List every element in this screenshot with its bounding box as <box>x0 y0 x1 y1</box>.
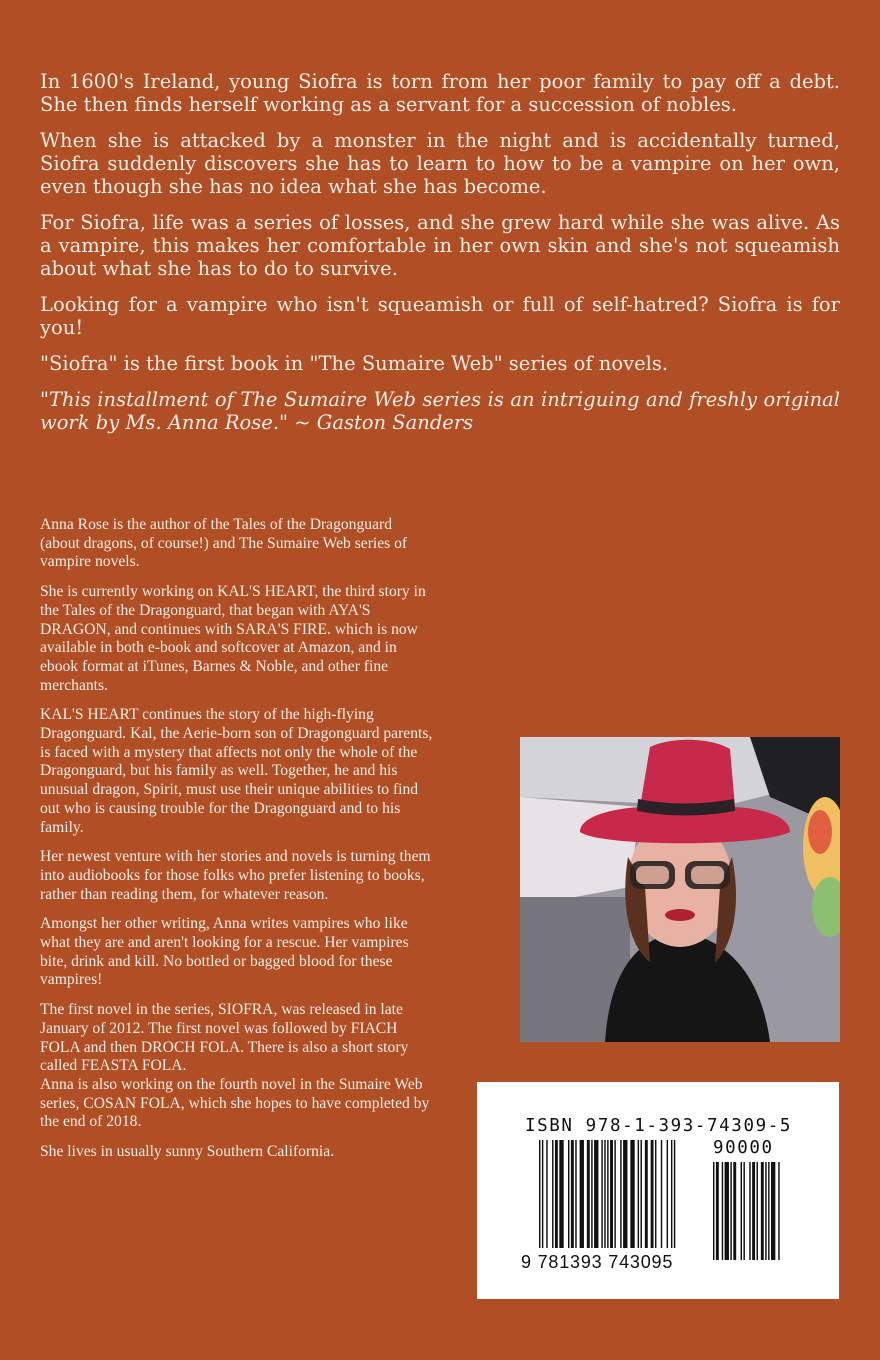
price-code: 90000 <box>713 1138 774 1158</box>
barcode-bar <box>671 1140 672 1248</box>
barcode-bar <box>559 1140 563 1248</box>
bio-paragraph: She lives in usually sunny Southern California. <box>40 1143 335 1161</box>
barcode-bar <box>651 1140 654 1248</box>
ean-barcode <box>539 1140 699 1260</box>
barcode-bar <box>733 1162 736 1260</box>
barcode-bar <box>757 1162 758 1260</box>
barcode-bar <box>568 1140 569 1248</box>
barcode-bar <box>752 1162 755 1260</box>
barcode-bar <box>601 1140 602 1248</box>
barcode-bar <box>655 1140 656 1248</box>
barcode-bar <box>725 1162 729 1260</box>
barcode-bar <box>771 1162 775 1260</box>
bio-paragraph: She is currently working on KAL'S HEART, the third story in the Tales of the Dragonguard, that began with AYA'S DRAGON, and continues with SARA'S FIRE. which is now available in both e-book and softcover at Amazon, and in ebook format at iTunes, Barnes & Noble, and other fine merchants. <box>40 583 426 694</box>
barcode-bar <box>614 1140 615 1248</box>
barcode-bar <box>741 1162 742 1260</box>
blurb-paragraph: In 1600's Ireland, young Siofra is torn from her poor family to pay off a debt. She then finds herself working as a servant for a succession of nobles. <box>40 70 840 116</box>
barcode-bar <box>768 1162 769 1260</box>
quote-text: This installment of The Sumaire Web series is an intriguing and freshly original work by Ms. Anna Rose. <box>40 388 840 434</box>
barcode-bar <box>604 1140 605 1248</box>
bio-paragraph: KAL'S HEART continues the story of the high-flying Dragonguard. Kal, the Aerie-born son of Dragonguard parents, is faced with a mystery that affects not only the whole of the Dragonguard, but his family as well. Together, he and his unusual dragon, Spirit, must use their unique abilities to find out who is causing trouble for the Dragonguard and to his family. <box>40 706 433 836</box>
barcode-bar <box>749 1162 750 1260</box>
addon-barcode <box>713 1162 793 1260</box>
barcode-bar <box>580 1140 584 1248</box>
isbn-label: ISBN 978-1-393-74309-5 <box>525 1116 792 1136</box>
barcode-bar <box>730 1162 731 1260</box>
barcode-bar <box>594 1140 598 1248</box>
barcode-bar <box>674 1140 675 1248</box>
barcode-bar <box>638 1140 639 1248</box>
barcode-bar <box>765 1162 766 1260</box>
barcode-bar <box>575 1140 576 1248</box>
blurb-paragraph: "Siofra" is the first book in "The Sumaire Web" series of novels. <box>40 352 669 375</box>
blurb-paragraph: For Siofra, life was a series of losses, and she grew hard while she was alive. As a vampire, this makes her comfortable in her own skin and she's not squeamish about what she has to do to survive. <box>40 211 840 280</box>
barcode-bar <box>571 1140 574 1248</box>
bio-paragraph-part: The first novel in the series, SIOFRA, was released in late January of 2012. The first novel was followed by FIACH FOLA and then DROCH FOLA. There is also a short story called FEASTA FOLA. <box>40 1001 409 1075</box>
barcode-bar <box>610 1140 613 1248</box>
isbn-barcode-panel <box>477 1082 839 1299</box>
barcode-bar <box>591 1140 592 1248</box>
ean-digits: 9 781393 743095 <box>521 1252 674 1272</box>
author-bio <box>40 516 435 1173</box>
barcode-bar <box>641 1140 642 1248</box>
barcode-bar <box>552 1140 553 1248</box>
barcode-bar <box>661 1140 662 1248</box>
barcode-bar <box>630 1140 634 1248</box>
barcode-bar <box>713 1162 714 1260</box>
bio-paragraph <box>40 1001 435 1132</box>
barcode-bar <box>743 1162 744 1260</box>
author-photo <box>520 737 840 1042</box>
barcode-bar <box>778 1162 779 1260</box>
quote-attribution: ~ Gaston Sanders <box>294 411 474 434</box>
barcode-bar <box>555 1140 558 1248</box>
barcode-bar <box>587 1140 590 1248</box>
barcode-bar <box>667 1140 668 1248</box>
barcode-bar <box>722 1162 723 1260</box>
blurb-paragraph: Looking for a vampire who isn't squeamish or full of self-hatred? Siofra is for you! <box>40 293 840 339</box>
barcode-bar <box>645 1140 648 1248</box>
barcode-bar <box>620 1140 621 1248</box>
blurb-paragraph: When she is attacked by a monster in the night and is accidentally turned, Siofra suddenly discovers she has to learn to how to be a vampire on her own, even though she has no idea what she has become. <box>40 129 840 198</box>
barcode-bar <box>716 1162 719 1260</box>
review-quote: "This installment of The Sumaire Web series is an intriguing and freshly original work by Ms. Anna Rose." ~ Gaston Sanders <box>40 388 840 434</box>
barcode-bar <box>546 1140 547 1248</box>
barcode-bar <box>539 1140 540 1248</box>
barcode-bar <box>761 1162 764 1260</box>
book-blurb <box>40 70 840 447</box>
bio-paragraph-part: Anna is also working on the fourth novel in the Sumaire Web series, COSAN FOLA, which she hopes to have completed by the end of 2018. <box>40 1075 430 1131</box>
bio-paragraph: Amongst her other writing, Anna writes vampires who like what they are and aren't looking for a rescue. Her vampires bite, drink and kill. No bottled or bagged blood for these vampires! <box>40 915 409 989</box>
barcode-bar <box>542 1140 543 1248</box>
barcode-bar <box>623 1140 627 1248</box>
bio-paragraph: Anna Rose is the author of the Tales of the Dragonguard (about dragons, of course!) and The Sumaire Web series of vampire novels. <box>40 516 408 571</box>
barcode-bar <box>607 1140 608 1248</box>
bio-paragraph: Her newest venture with her stories and novels is turning them into audiobooks for those folks who prefer listening to books, rather than reading them, for whatever reason. <box>40 848 431 903</box>
